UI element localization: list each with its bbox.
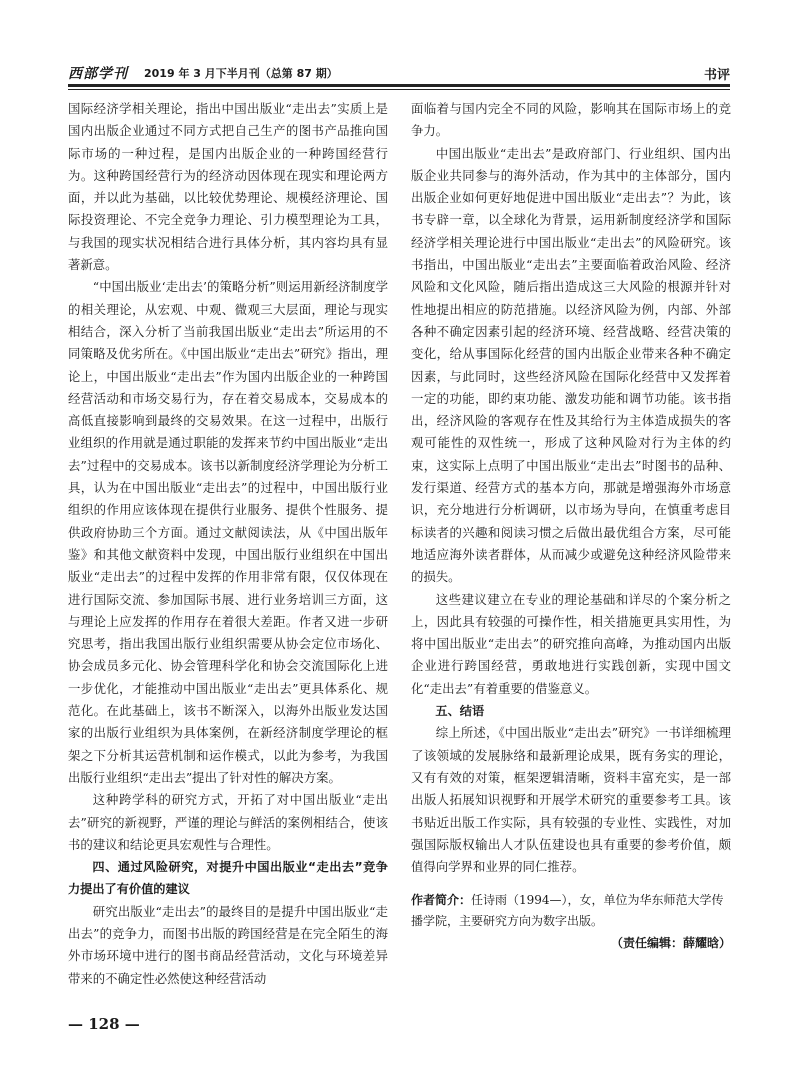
running-header <box>68 62 730 84</box>
section-label: 书评 <box>703 68 730 83</box>
paragraph: “中国出版业‘走出去’的策略分析”则运用新经济制度学的相关理论，从宏观、中观、微观三大层面，理论与现实相结合，深入分析了当前我国出版业“走出去”所运用的不同策略及优劣所在。《中国出版业“走出去”研究》指出，理论上，中国出版业“走出去”作为国内出版企业的一种跨国经营活动和市场交易行为，存在着交易成本，交易成本的高低直接影响到最终的交易效果。在这一过程中，出版行业组织的作用就是通过职能的发挥来节约中国出版业“走出去”过程中的交易成本。该书以新制度经济学理论为分析工具，认为在中国出版业“走出去”的过程中，中国出版行业组织的作用应该体现在提供行业服务、提供个性服务、提供政府协助三个方面。通过文献阅读法，从《中国出版年鉴》和其他文献资料中发现，中国出版行业组织在中国出版业“走出去”的过程中发挥的作用非常有限，仅仅体现在进行国际交流、参加国际书展、进行业务培训三方面，这与理论上应发挥的作用存在着很大差距。作者又进一步研究思考，指出我国出版行业组织需要从协会定位市场化、协会成员多元化、协会管理科学化和协会交流国际化上进一步优化，才能推动中国出版业“走出去”更具体系化、规范化。在此基础上，该书不断深入，以海外出版业发达国家的出版行业组织为具体案例，在新经济制度学理论的框架之下分析其运营机制和运作模式，以此为参考，为我国出版行业组织“走出去”提出了针对性的解决方案。 <box>68 279 388 785</box>
journal-title: 西部学刊 <box>68 66 128 82</box>
left-column <box>68 98 388 990</box>
page-number: — 128 — <box>68 1015 140 1033</box>
issue-info: 2019 年 3 月下半月刊（总第 87 期） <box>144 67 338 80</box>
paragraph: 国际经济学相关理论，指出中国出版业“走出去”实质上是国内出版企业通过不同方式把自己生产的图书产品推向国际市场的一种过程，是国内出版企业的一种跨国经营行为。这种跨国经营行为的经济动因体现在现实和理论两方面，并以此为基础，以比较优势理论、规模经济理论、国际投资理论、不完全竞争力理论、引力模型理论为工具，与我国的现实状况相结合进行具体分析，其内容均具有显著新意。 <box>68 101 388 273</box>
author-bio <box>411 890 731 932</box>
author-bio-text: 任诗雨（1994—），女，单位为华东师范大学传播学院，主要研究方向为数字出版。 <box>411 893 724 929</box>
paragraph: 研究出版业“走出去”的最终目的是提升中国出版业“走出去”的竞争力，而图书出版的跨国经营是在完全陌生的海外市场环境中进行的图书商品经营活动，文化与环境差异带来的不确定性必然使这种经营活动 <box>68 903 388 986</box>
paragraph: 面临着与国内完全不同的风险，影响其在国际市场上的竞争力。 <box>411 101 731 139</box>
paragraph: 这种跨学科的研究方式，开拓了对中国出版业“走出去”研究的新视野，严谨的理论与鲜活的案例相结合，使该书的建议和结论更具宏观性与合理性。 <box>68 792 388 852</box>
author-bio-label: 作者简介： <box>411 893 472 908</box>
paragraph: 综上所述，《中国出版业“走出去”研究》一书详细梳理了该领域的发展脉络和最新理论成果，既有务实的理论，又有有效的对策，框架逻辑清晰，资料丰富充实，是一部出版人拓展知识视野和开展学术研究的重要参考工具。该书贴近出版工作实际，具有较强的专业性、实践性，对加强国际版权输出人才队伍建设也具有重要的参考价值，颇值得向学界和业界的同仁推荐。 <box>411 725 731 875</box>
section-heading: 四、通过风险研究，对提升中国出版业“走出去”竞争力提出了有价值的建议 <box>68 860 388 897</box>
section-heading: 五、结语 <box>435 704 485 719</box>
paragraph: 这些建议建立在专业的理论基础和详尽的个案分析之上，因此具有较强的可操作性，相关措施更具实用性，为将中国出版业“走出去”的研究推向高峰，为推动国内出版企业进行跨国经营，勇敢地进行实践创新，实现中国文化“走出去”有着重要的借鉴意义。 <box>411 591 731 696</box>
right-column <box>411 98 731 954</box>
paragraph: 中国出版业“走出去”是政府部门、行业组织、国内出版企业共同参与的海外活动，作为其中的主体部分，国内出版企业如何更好地促进中国出版业“走出去”？为此，该书专辟一章，以全球化为背景，运用新制度经济学和国际经济学相关理论进行中国出版业“走出去”的风险研究。该书指出，中国出版业“走出去”主要面临着政治风险、经济风险和文化风险，随后指出造成这三大风险的根源并针对性地提出相应的防范措施。以经济风险为例，内部、外部各种不确定因素引起的经济环境、经营战略、经营决策的变化，给从事国际化经营的国内出版企业带来各种不确定因素，与此同时，这些经济风险在国际化经营中又发挥着一定的功能，即约束功能、激发功能和调节功能。该书指出，经济风险的客观存在性及其给行为主体造成损失的客观可能性的双性统一，形成了这种风险对行为主体的约束，这实际上点明了中国出版业“走出去”时图书的品种、发行渠道、经营方式的基本方向，那就是增强海外市场意识，充分地进行分析调研，以市场为导向，在慎重考虑目标读者的兴趣和阅读习惯之后做出最优组合方案，尽可能地适应海外读者群体，从而减少或避免这种经济风险带来的损失。 <box>411 145 731 585</box>
header-rule-thin <box>68 89 730 90</box>
header-rule-thick <box>68 84 730 87</box>
responsible-editor: （责任编辑：薛耀晗） <box>610 936 731 951</box>
